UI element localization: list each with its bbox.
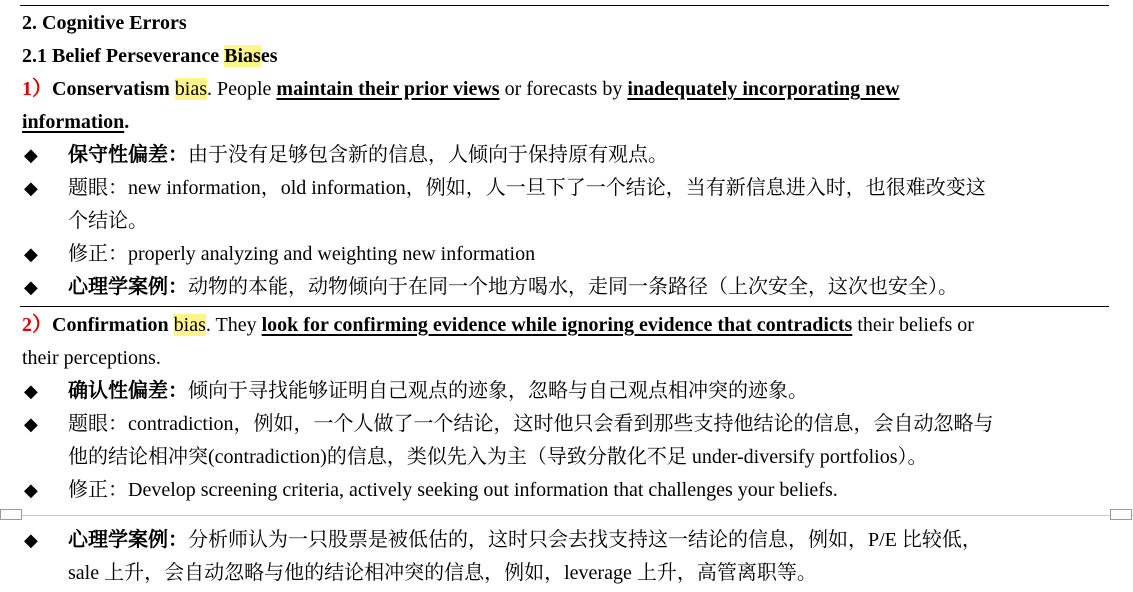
- bullet-item: [68, 474, 838, 507]
- bullet-text: contradiction，例如，一个人做了一个结论，这时他只会看到那些支持他结论的信息，会自动忽略与: [128, 413, 994, 435]
- bullet-text: new information，old information，例如，人一旦下了一个结论，当有新信息进入时，也很难改变这: [128, 177, 986, 199]
- bullet-item: [68, 375, 808, 408]
- confirmation-definition: [22, 309, 974, 342]
- bullet-label: 题眼：: [68, 177, 128, 199]
- bullet-text: 倾向于寻找能够证明自己观点的迹象，忽略与自己观点相冲突的迹象。: [188, 380, 808, 402]
- underlined-phrase: inadequately incorporating new: [627, 78, 900, 100]
- conservatism-definition: [22, 73, 900, 106]
- bullet-diamond-icon: ◆: [24, 414, 38, 434]
- bullet-text-cont: sale 上升，会自动忽略与他的结论相冲突的信息，例如，leverage 上升，高管离职等。: [68, 562, 817, 584]
- bullet-label: 心理学案例：: [68, 529, 188, 551]
- item-number: 1）: [22, 78, 52, 100]
- item-number: 2）: [22, 314, 52, 336]
- underlined-phrase: information: [22, 111, 125, 133]
- bias-highlight: bias: [173, 314, 206, 336]
- heading-belief-perseverance: [22, 40, 278, 73]
- bullet-diamond-icon: ◆: [24, 277, 38, 297]
- heading-belief-highlight: Bias: [224, 45, 261, 67]
- top-rule: [20, 5, 1109, 6]
- bias-highlight: bias: [174, 78, 207, 100]
- bullet-item: [68, 524, 982, 557]
- conservatism-definition-cont: [22, 106, 129, 139]
- definition-text: their beliefs or: [852, 314, 974, 336]
- page-break-left-marker-icon: [0, 509, 22, 520]
- underlined-phrase: look for confirming evidence while ignoring evidence that contradicts: [261, 314, 853, 336]
- confirmation-definition-cont: their perceptions.: [22, 347, 161, 369]
- page-break-right-marker-icon: [1110, 509, 1132, 520]
- bullet-item: [68, 139, 668, 172]
- definition-text: . They: [205, 314, 262, 336]
- bullet-label: 修正：: [68, 243, 128, 265]
- bullet-text: 动物的本能，动物倾向于在同一个地方喝水，走同一条路径（上次安全，这次也安全）。: [188, 276, 958, 298]
- bullet-item: [68, 172, 986, 205]
- definition-text: . People: [206, 78, 277, 100]
- bullet-text-cont: 个结论。: [68, 210, 148, 232]
- section-rule: [20, 306, 1109, 307]
- definition-text: or forecasts by: [499, 78, 628, 100]
- bullet-label: 心理学案例：: [68, 276, 188, 298]
- bullet-label: 题眼：: [68, 413, 128, 435]
- underlined-phrase: maintain their prior views: [276, 78, 500, 100]
- bullet-item: [68, 271, 958, 304]
- heading-belief-post: es: [260, 45, 278, 67]
- bias-name: Confirmation: [52, 314, 174, 336]
- bias-name: Conservatism: [52, 78, 175, 100]
- bullet-text: 分析师认为一只股票是被低估的，这时只会去找支持这一结论的信息，例如，P/E 比较低，: [188, 529, 982, 551]
- bullet-item: [68, 238, 535, 271]
- bullet-label: 确认性偏差：: [68, 380, 188, 402]
- bullet-diamond-icon: ◆: [24, 145, 38, 165]
- bullet-text-cont: 他的结论相冲突(contradiction)的信息，类似先入为主（导致分散化不足 under-diversify portfolios）。: [68, 446, 928, 468]
- bullet-label: 修正：: [68, 479, 128, 501]
- bullet-text: properly analyzing and weighting new information: [128, 243, 536, 265]
- bullet-text: 由于没有足够包含新的信息，人倾向于保持原有观点。: [188, 144, 668, 166]
- bullet-diamond-icon: ◆: [24, 244, 38, 264]
- definition-text: .: [124, 111, 130, 133]
- bullet-diamond-icon: ◆: [24, 381, 38, 401]
- bullet-label: 保守性偏差：: [68, 144, 188, 166]
- bullet-text: Develop screening criteria, actively seeking out information that challenges your beliefs.: [128, 479, 838, 501]
- bullet-item: [68, 408, 994, 441]
- heading-cognitive-errors: 2. Cognitive Errors: [22, 12, 187, 34]
- bullet-diamond-icon: ◆: [24, 530, 38, 550]
- bullet-diamond-icon: ◆: [24, 480, 38, 500]
- heading-belief-pre: 2.1 Belief Perseverance: [22, 45, 225, 67]
- page-break-line: [0, 515, 1133, 516]
- bullet-diamond-icon: ◆: [24, 178, 38, 198]
